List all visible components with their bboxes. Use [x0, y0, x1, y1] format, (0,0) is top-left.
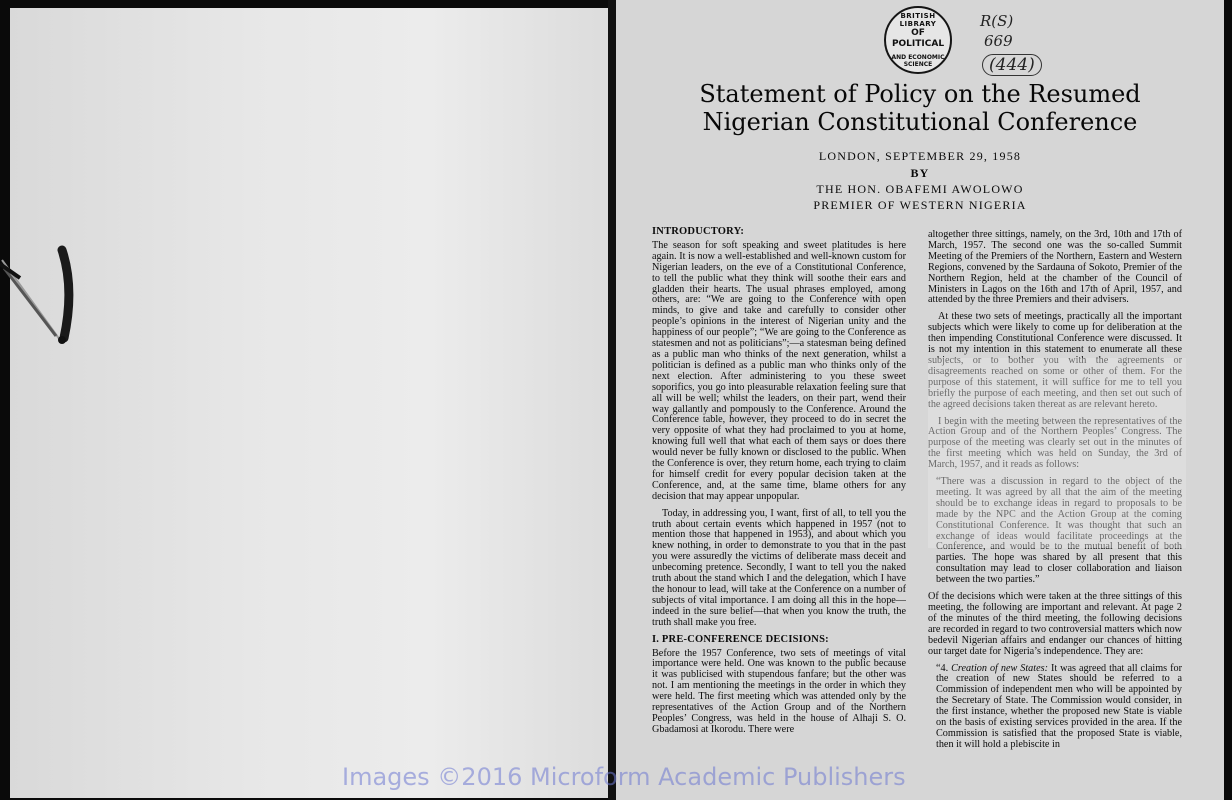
paragraph: At these two sets of meetings, practically all the important subjects which were likely to come up for deliberation at the then impending Constitutional Conference were discussed. It is not my intention in this statement to enumerate all these subjects, or to bother you with the agreements or disagreements reached on some or other of them. For the purpose of this statement, it will suffice for me to tell you briefly the purpose of each meeting, and then set out such of the agreed decisions taken thereat as are relevant hereto. — [928, 311, 1182, 410]
paragraph: Before the 1957 Conference, two sets of meetings of vital importance were held. One was known to the public because it was publicised with stupendous fanfare; but the other was not. I am mentioning the meetings in the order in which they were held. The first meeting which was attended only by the representatives of the Action Group and of the Northern Peoples’ Congress, was held in the house of Alhaji S. O. Gbadamosi at Ikorodu. There were — [652, 647, 906, 735]
text-column-left — [652, 227, 906, 742]
handwritten-note-3: (444) — [982, 54, 1042, 76]
by-line: BY — [910, 166, 930, 180]
stamp-line-2: POLITICAL — [891, 39, 945, 49]
quoted-minutes: “There was a discussion in regard to the object of the meeting. It was agreed by all that the aim of the meeting should be to exchange ideas in regard to proposals to be made by the NPC and the Action Group at the coming Constitutional Conference. It was thought that such an exchange of ideas would facilitate proceedings at the Conference, and would be to the mutual benefit of both parties. The hope was shared by all present that this consultation may lead to closer collaboration and liaison between the two parties.” — [936, 476, 1182, 586]
section-heading-introductory: INTRODUCTORY: — [652, 226, 745, 237]
library-stamp — [884, 6, 952, 74]
paragraph: I begin with the meeting between the representatives of the Action Group and of the Northern Peoples’ Congress. The purpose of the meeting was clearly set out in the minutes of the first meeting which was held on Sunday, the 3rd of March, 1957, and it reads as follows: — [928, 415, 1182, 471]
paragraph: Of the decisions which were taken at the three sittings of this meeting, the following are important and relevant. At page 2 of the minutes of the third meeting, the following decisions are recorded in regard to two controversial matters which now bedevil Nigerian affairs and endanger our chances of hitting our target date for Nigeria’s independence. They are: — [928, 591, 1182, 657]
title-line-2: Nigerian Constitutional Conference — [702, 108, 1138, 136]
book-gutter — [608, 0, 616, 800]
left-blank-page — [10, 8, 608, 798]
paragraph: The season for soft speaking and sweet platitudes is here again. It is now a well-established and well-known custom for Nigerian leaders, on the eve of a Constitutional Conference, to tell the public what they think will soothe their ears and gladden their hearts. The usual phrases employed, among others, are: “We are going to the Conference with open minds, to give and take and carefully to consider other people’s opinions in the interest of Nigerian unity and the happiness of our people”; “We are going to the Conference as statesmen and not as politicians”;—a statesman being defined as a public man who thinks of the next generation, whilst a politician is defined as a public man who thinks only of the next election. After administering to you these sweet soporifics, you go into pleasurable relaxation feeling sure that all will be well; whilst the leaders, on their part, wend their way gallantly and pompously to the Conference. Around the Conference table, however, they proceed to do in secret the very opposite of what they had proclaimed to you at home, knowing full well that what each of them says or does there would never be fully known or disclosed to the public. When the Conference is over, they return home, each trying to claim for himself credit for every popular decision taken at the Conference, and, at the same time, blame others for any decision that may appear unpopular. — [652, 239, 906, 502]
quoted-decision: “4. Creation of new States: It was agreed that all claims for the creation of new States should be referred to a Commission of independent men who will be appointed by the Secretary of State. The Commission would consider, in the first instance, whether the proposed new State is viable on the basis of existing services provided in the area. If the Commission is satisfied that the proposed State is viable, then it will hold a plebiscite in — [936, 662, 1182, 750]
text-column-right — [928, 230, 1182, 757]
stamp-ring-bottom: AND ECONOMIC SCIENCE — [891, 54, 945, 68]
publisher-watermark: Images ©2016 Microform Academic Publishers — [342, 763, 906, 791]
stamp-ring-top: BRITISH LIBRARY — [899, 12, 937, 28]
author-role: PREMIER OF WESTERN NIGERIA — [813, 198, 1027, 212]
stamp-line-1: OF — [911, 28, 925, 38]
document-title — [690, 80, 1150, 136]
binding-clip — [0, 220, 90, 350]
paragraph: Today, in addressing you, I want, first of all, to tell you the truth about certain events which happened in 1957 (not to mention those that happened in 1953), and about which you knew nothing, in order to demonstrate to you that in the past you were assuredly the victims of deliberate mass deceit and unbecoming pretence. Secondly, I want to tell you the naked truth about the stand which I and the delegation, which I have the honour to lead, will take at the Conference on a number of subjects of vital importance. I am doing all this in the hope—indeed in the sure belief—that when you know the truth, the truth shall make you free. — [652, 507, 906, 628]
handwritten-note-1: R(S) — [980, 12, 1014, 30]
place-date: LONDON, SEPTEMBER 29, 1958 — [818, 149, 1022, 163]
handwritten-note-2: 669 — [984, 32, 1013, 50]
author-name: THE HON. OBAFEMI AWOLOWO — [816, 182, 1024, 196]
paragraph: altogether three sittings, namely, on the 3rd, 10th and 17th of March, 1957. The second one was the so-called Summit Meeting of the Premiers of the Northern, Eastern and Western Regions, convened by the Sardauna of Sokoto, Premier of the Northern Region, held at the chamber of the Council of Ministers in Lagos on the 16th and 17th of April, 1957, and attended by the three Premiers and their advisers. — [928, 229, 1182, 306]
page-edge — [1224, 0, 1232, 800]
title-line-1: Statement of Policy on the Resumed — [699, 80, 1141, 108]
section-heading-pre-conference: I. PRE-CONFERENCE DECISIONS: — [652, 633, 829, 645]
